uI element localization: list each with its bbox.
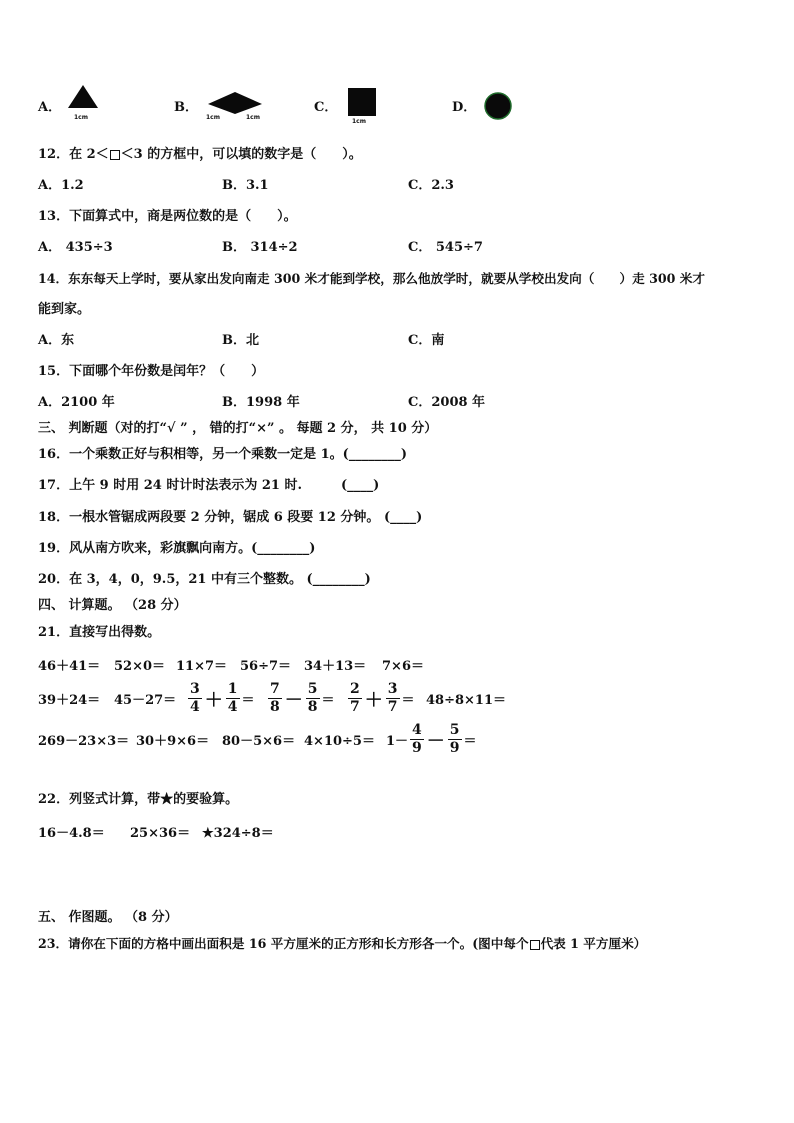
q18: 18．一根水管锯成两段要 2 分钟，锯成 6 段要 12 分钟。 (____) — [38, 510, 423, 525]
calc-item: 45－27＝ — [114, 693, 177, 708]
q12-option-c: C．2.3 — [408, 178, 454, 193]
option-a-label: A． — [38, 100, 62, 115]
q14-stem-line2: 能到家。 — [38, 302, 91, 317]
calc-item: 269－23×3＝ — [38, 734, 130, 749]
q14-option-c: C．南 — [408, 333, 445, 348]
calc-item: 7×6＝ — [382, 659, 424, 674]
q15-option-c: C．2008 年 — [408, 395, 486, 410]
q12-option-b: B．3.1 — [222, 178, 269, 193]
square-box-icon — [110, 150, 120, 160]
calc-item: 16－4.8＝ — [38, 826, 105, 841]
q20: 20．在 3，4，0，9.5，21 中有三个整数。 (________) — [38, 572, 371, 587]
q22-stem: 22．列竖式计算，带★的要验算。 — [38, 792, 239, 807]
section5-title: 五、 作图题。 （8 分） — [38, 910, 178, 925]
q23-stem: 23．请你在下面的方格中画出面积是 16 平方厘米的正方形和长方形各一个。(图中每个 代表 1 平方厘米） — [38, 936, 647, 951]
rhombus-caption-1: 1cm — [206, 114, 220, 121]
circle-shape — [483, 91, 513, 121]
rhombus-caption-2: 1cm — [246, 114, 260, 121]
calc-item: 34＋13＝ — [304, 659, 367, 674]
fraction-expr-3: $\frac{2}{7}$ ＋ $\frac{3}{7}$ ＝ — [350, 681, 415, 715]
fraction-expr-1: $\frac{3}{4}$ ＋ $\frac{1}{4}$ ＝ — [190, 681, 255, 715]
q12-option-a: A．1.2 — [38, 178, 84, 193]
calc-row-1 — [38, 655, 424, 674]
q15-stem: 15．下面哪个年份数是闰年？（ ） — [38, 364, 265, 379]
calc-item: 80－5×6＝ — [222, 734, 296, 749]
q12-stem: 12．在 2＜ ＜3 的方框中，可以填的数字是（ ）。 — [38, 147, 362, 162]
calc-item: 11×7＝ — [176, 659, 228, 674]
q13-option-b: B． 314÷2 — [222, 240, 298, 255]
q13-stem: 13．下面算式中，商是两位数的是（ ）。 — [38, 209, 297, 224]
q22-items — [38, 822, 274, 841]
triangle-shape — [66, 84, 100, 110]
calc-item: 25×36＝ — [130, 826, 191, 841]
option-d-label: D． — [452, 100, 477, 115]
q15-option-a: A．2100 年 — [38, 395, 115, 410]
calc-item: 46＋41＝ — [38, 659, 101, 674]
fraction-expr-2: $\frac{7}{8}$ － $\frac{5}{8}$ ＝ — [270, 681, 335, 715]
option-c-label: C． — [314, 100, 338, 115]
q19: 19．风从南方吹来，彩旗飘向南方。(________) — [38, 541, 316, 556]
q21-stem: 21．直接写出得数。 — [38, 625, 161, 640]
section4-title: 四、 计算题。 （28 分） — [38, 598, 187, 613]
calc-item: 30＋9×6＝ — [136, 734, 210, 749]
q13-option-c: C． 545÷7 — [408, 240, 483, 255]
calc-item: 4×10÷5＝ — [304, 734, 375, 749]
calc-row-3 — [38, 722, 477, 757]
q14-option-b: B．北 — [222, 333, 259, 348]
square-caption: 1cm — [352, 118, 366, 125]
option-b-label: B． — [174, 100, 198, 115]
q17: 17．上午 9 时用 24 时计时法表示为 21 时. (____) — [38, 478, 380, 493]
q16: 16．一个乘数正好与积相等，另一个乘数一定是 1。(________) — [38, 447, 407, 462]
calc-item: 39＋24＝ — [38, 693, 101, 708]
fraction-expr-4: 1－ $\frac{4}{9}$ － $\frac{5}{9}$ ＝ — [386, 722, 477, 756]
q14-option-a: A．东 — [38, 333, 75, 348]
triangle-caption: 1cm — [74, 114, 88, 121]
calc-item: 48÷8×11＝ — [426, 693, 507, 708]
calc-item: 52×0＝ — [114, 659, 166, 674]
q13-option-a: A． 435÷3 — [38, 240, 113, 255]
section3-title: 三、 判断题（对的打“√ ” ， 错的打“×” 。 每题 2 分， 共 10 分） — [38, 421, 438, 436]
calc-row-2 — [38, 681, 506, 716]
rhombus-shape — [206, 90, 264, 116]
square-box-icon — [530, 940, 540, 950]
calc-item: ★324÷8＝ — [202, 826, 274, 841]
q15-option-b: B．1998 年 — [222, 395, 300, 410]
calc-item: 56÷7＝ — [240, 659, 292, 674]
square-shape — [347, 87, 377, 117]
q14-stem-line1: 14．东东每天上学时，要从家出发向南走 300 米才能到学校，那么他放学时，就要从学校出发向（ ）走 300 米才 — [38, 271, 705, 286]
